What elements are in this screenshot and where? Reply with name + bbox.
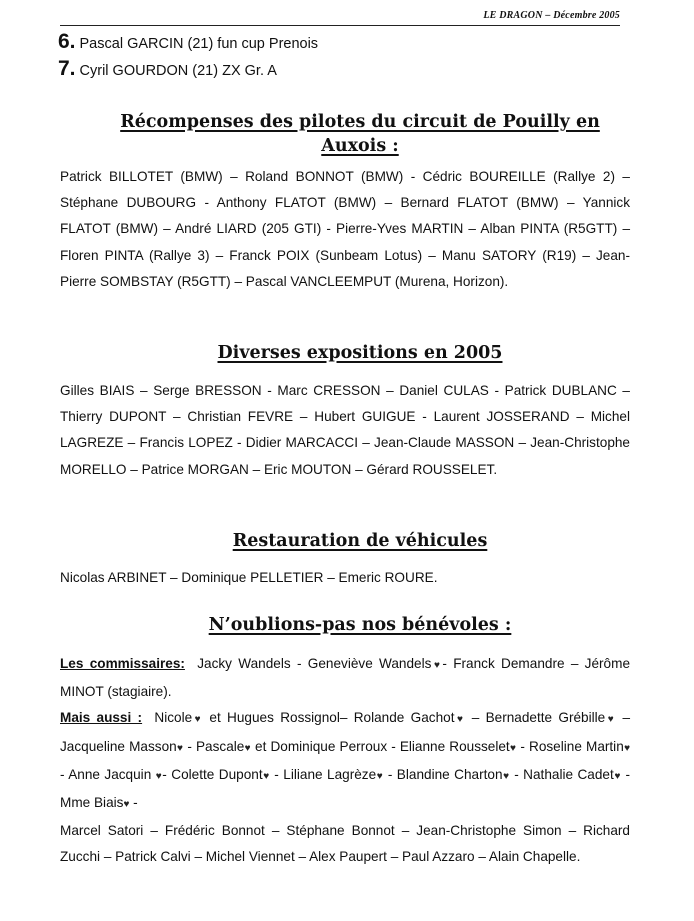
header-rule	[60, 25, 620, 26]
ranking-text: Cyril GOURDON (21) ZX Gr. A	[79, 63, 277, 79]
heart-icon: ♥	[262, 770, 270, 782]
pilots-paragraph: Patrick BILLOTET (BMW) – Roland BONNOT (BMW) - Cédric BOUREILLE (Rallye 2) – Stéphane DUBOURG - Anthony FLATOT (BMW) – Bernard FLATOT (BMW) – Yannick FLATOT (BMW) – André LIARD (205 GTI) - Pierre-Yves MARTIN – Alban PINTA (R5GTT) – Floren PINTA (Rallye 3) – Franck POIX (Sunbeam Lotus) – Manu SATORY (R19) – Jean-Pierre SOMBSTAY (R5GTT) – Pascal VANCLEEMPUT (Murena, Horizon).	[60, 169, 630, 289]
ranking-text: Pascal GARCIN (21) fun cup Prenois	[79, 36, 319, 52]
running-header: LE DRAGON – Décembre 2005	[483, 10, 620, 21]
ranking-number: 7.	[58, 57, 76, 80]
heart-icon: ♥	[123, 799, 130, 811]
heart-icon: ♥	[623, 742, 631, 754]
aussi-label: Mais aussi :	[60, 710, 143, 726]
heart-icon: ♥	[244, 742, 251, 754]
section-heading-pilots: Récompenses des pilotes du circuit de Pouilly en Auxois :	[120, 112, 600, 156]
ranking-item	[58, 57, 277, 81]
heart-icon: ♥	[502, 770, 510, 782]
heart-icon: ♥	[454, 714, 466, 726]
expos-paragraph: Gilles BIAIS – Serge BRESSON - Marc CRESSON – Daniel CULAS - Patrick DUBLANC – Thierry DUPONT – Christian FEVRE – Hubert GUIGUE - Laurent JOSSERAND – Michel LAGREZE – Francis LOPEZ - Didier MARCACCI – Jean-Claude MASSON – Jean-Christophe MORELLO – Patrice MORGAN – Eric MOUTON – Gérard ROUSSELET.	[60, 383, 630, 477]
heart-icon: ♥	[613, 770, 622, 782]
heart-icon: ♥	[431, 660, 443, 671]
section-heading-restoration: Restauration de véhicules	[232, 531, 488, 551]
section-heading-volunteers: N’oublions-pas nos bénévoles :	[208, 615, 512, 635]
heart-icon: ♥	[605, 714, 617, 726]
heart-icon: ♥	[176, 742, 184, 754]
ranking-number: 6.	[58, 30, 76, 53]
volunteers-paragraph: Les commissaires: Jacky Wandels - Geneviève Wandels♥- Franck Demandre – Jérôme MINOT (stagiaire). Mais aussi : Nicole♥ et Hugues Rossignol– Rolande Gachot♥ – Bernadette Grébille♥ – Jacqueline Masson♥ - Pascale♥ et Dominique Perroux - Elianne Rousselet♥ - Roseline Martin♥ - Anne Jacquin ♥- Colette Dupont♥ - Liliane Lagrèze♥ - Blandine Charton♥ - Nathalie Cadet♥ - Mme Biais♥ - Marcel Satori – Frédéric Bonnot – Stéphane Bonnot – Jean-Christophe Simon – Richard Zucchi – Patrick Calvi – Michel Viennet – Alex Paupert – Paul Azzaro – Alain Chapelle.	[60, 656, 631, 865]
section-heading-expos: Diverses expositions en 2005	[217, 343, 503, 363]
heart-icon: ♥	[192, 714, 204, 726]
heart-icon: ♥	[155, 770, 163, 782]
restoration-paragraph: Nicolas ARBINET – Dominique PELLETIER – Emeric ROURE.	[60, 570, 438, 585]
heart-icon: ♥	[376, 770, 384, 782]
ranking-item	[58, 30, 318, 54]
other-volunteers: Marcel Satori – Frédéric Bonnot – Stéphane Bonnot – Jean-Christophe Simon – Richard Zucchi – Patrick Calvi – Michel Viennet – Alex Paupert – Paul Azzaro – Alain Chapelle.	[60, 823, 630, 865]
heart-icon: ♥	[509, 742, 517, 754]
commissaires-label: Les commissaires:	[60, 656, 185, 671]
